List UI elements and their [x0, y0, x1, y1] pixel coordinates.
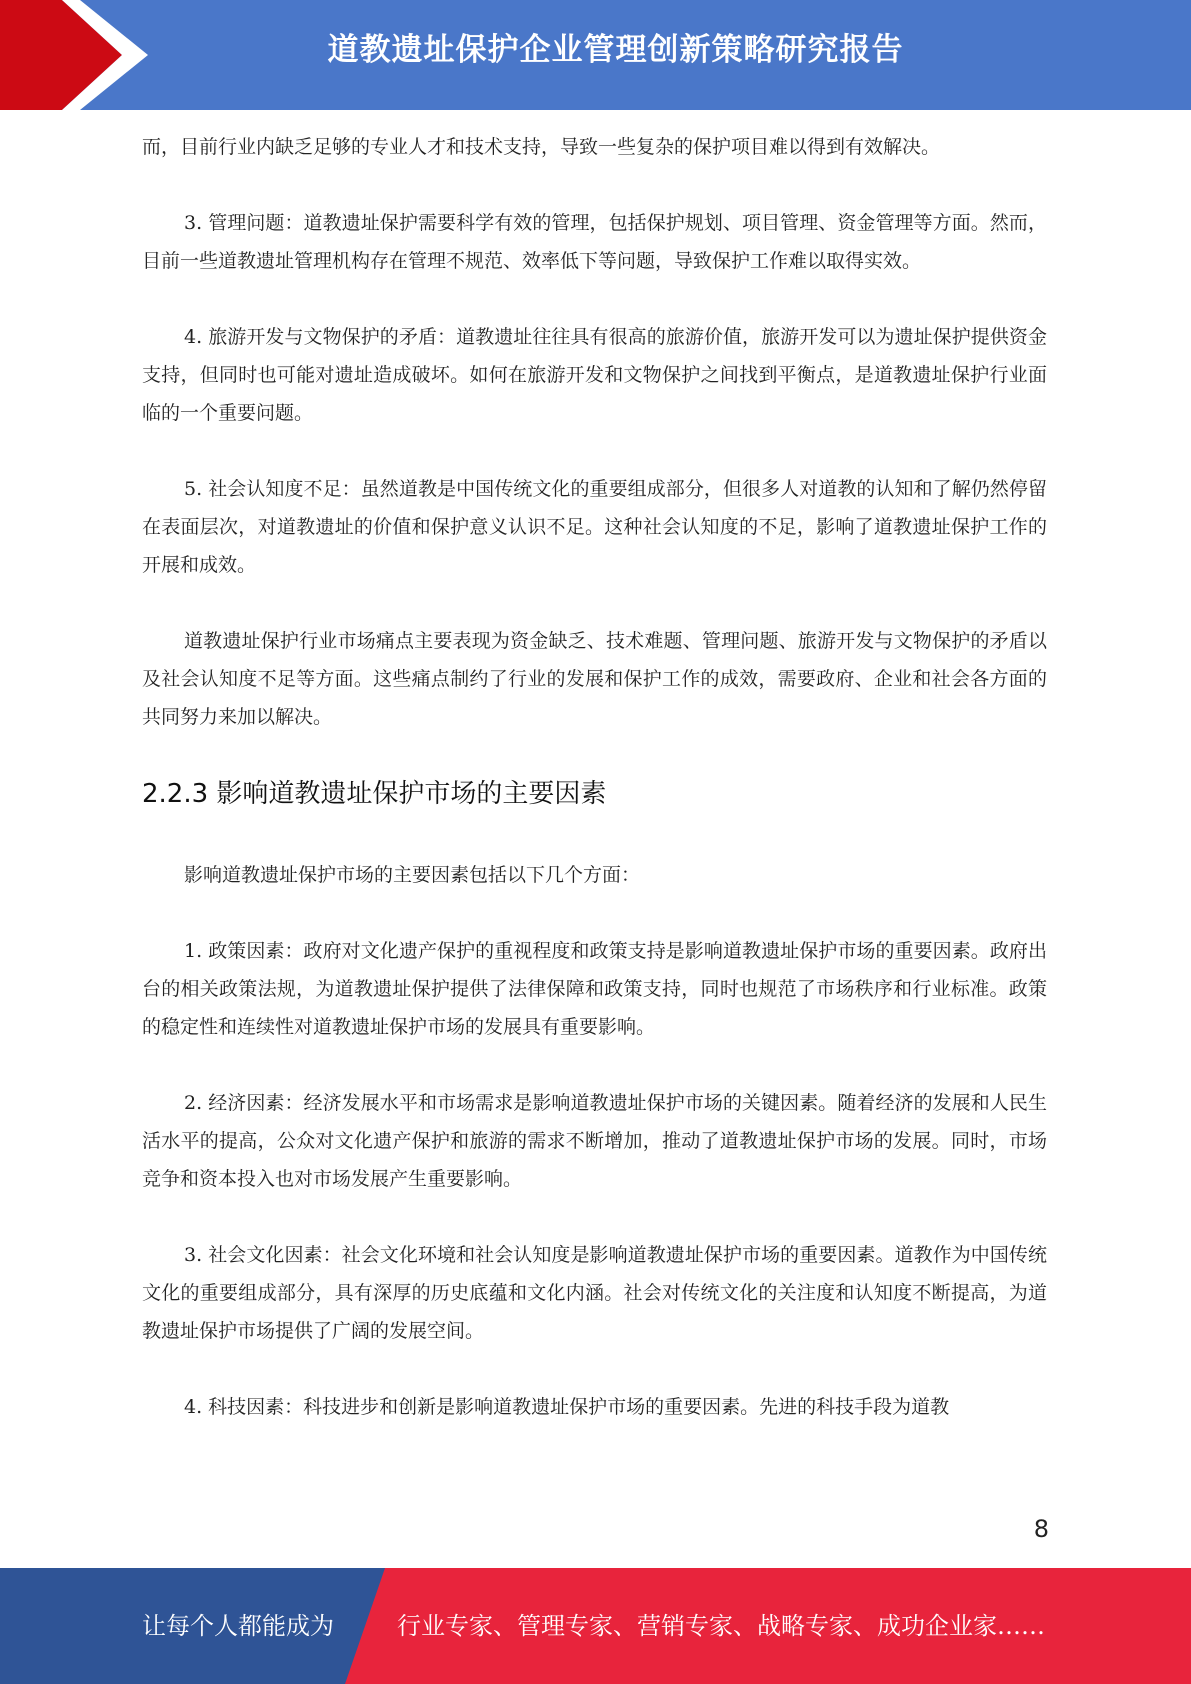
paragraph: 而，目前行业内缺乏足够的专业人才和技术支持，导致一些复杂的保护项目难以得到有效解决。: [142, 136, 941, 158]
page-header: [0, 0, 1191, 110]
section-heading: 2.2.3 影响道教遗址保护市场的主要因素: [142, 779, 607, 809]
footer-slogan-left: 让每个人都能成为: [142, 1612, 334, 1640]
document-body: [142, 128, 1047, 1464]
paragraph: 5. 社会认知度不足：虽然道教是中国传统文化的重要组成部分，但很多人对道教的认知和了解仍然停留在表面层次，对道教遗址的价值和保护意义认识不足。这种社会认知度的不足，影响了道教遗址保护工作的开展和成效。: [142, 478, 1047, 576]
footer-slogan-right: 行业专家、管理专家、营销专家、战略专家、成功企业家……: [397, 1612, 1045, 1640]
paragraph: 影响道教遗址保护市场的主要因素包括以下几个方面：: [184, 864, 641, 886]
paragraph: 2. 经济因素：经济发展水平和市场需求是影响道教遗址保护市场的关键因素。随着经济的发展和人民生活水平的提高，公众对文化遗产保护和旅游的需求不断增加，推动了道教遗址保护市场的发展。同时，市场竞争和资本投入也对市场发展产生重要影响。: [142, 1092, 1047, 1190]
paragraph: 4. 科技因素：科技进步和创新是影响道教遗址保护市场的重要因素。先进的科技手段为道教: [184, 1396, 950, 1418]
paragraph: 1. 政策因素：政府对文化遗产保护的重视程度和政策支持是影响道教遗址保护市场的重要因素。政府出台的相关政策法规，为道教遗址保护提供了法律保障和政策支持，同时也规范了市场秩序和行业标准。政策的稳定性和连续性对道教遗址保护市场的发展具有重要影响。: [142, 940, 1047, 1038]
paragraph: 道教遗址保护行业市场痛点主要表现为资金缺乏、技术难题、管理问题、旅游开发与文物保护的矛盾以及社会认知度不足等方面。这些痛点制约了行业的发展和保护工作的成效，需要政府、企业和社会各方面的共同努力来加以解决。: [142, 630, 1047, 728]
paragraph: 4. 旅游开发与文物保护的矛盾：道教遗址往往具有很高的旅游价值，旅游开发可以为遗址保护提供资金支持，但同时也可能对遗址造成破坏。如何在旅游开发和文物保护之间找到平衡点，是道教遗址保护行业面临的一个重要问题。: [142, 326, 1047, 424]
page-footer: [0, 1568, 1191, 1684]
paragraph: 3. 管理问题：道教遗址保护需要科学有效的管理，包括保护规划、项目管理、资金管理等方面。然而，目前一些道教遗址管理机构存在管理不规范、效率低下等问题，导致保护工作难以取得实效。: [142, 212, 1047, 272]
paragraph: 3. 社会文化因素：社会文化环境和社会认知度是影响道教遗址保护市场的重要因素。道教作为中国传统文化的重要组成部分，具有深厚的历史底蕴和文化内涵。社会对传统文化的关注度和认知度不断提高，为道教遗址保护市场提供了广阔的发展空间。: [142, 1244, 1047, 1342]
report-title: 道教遗址保护企业管理创新策略研究报告: [327, 32, 904, 68]
page-number: 8: [1033, 1515, 1049, 1543]
